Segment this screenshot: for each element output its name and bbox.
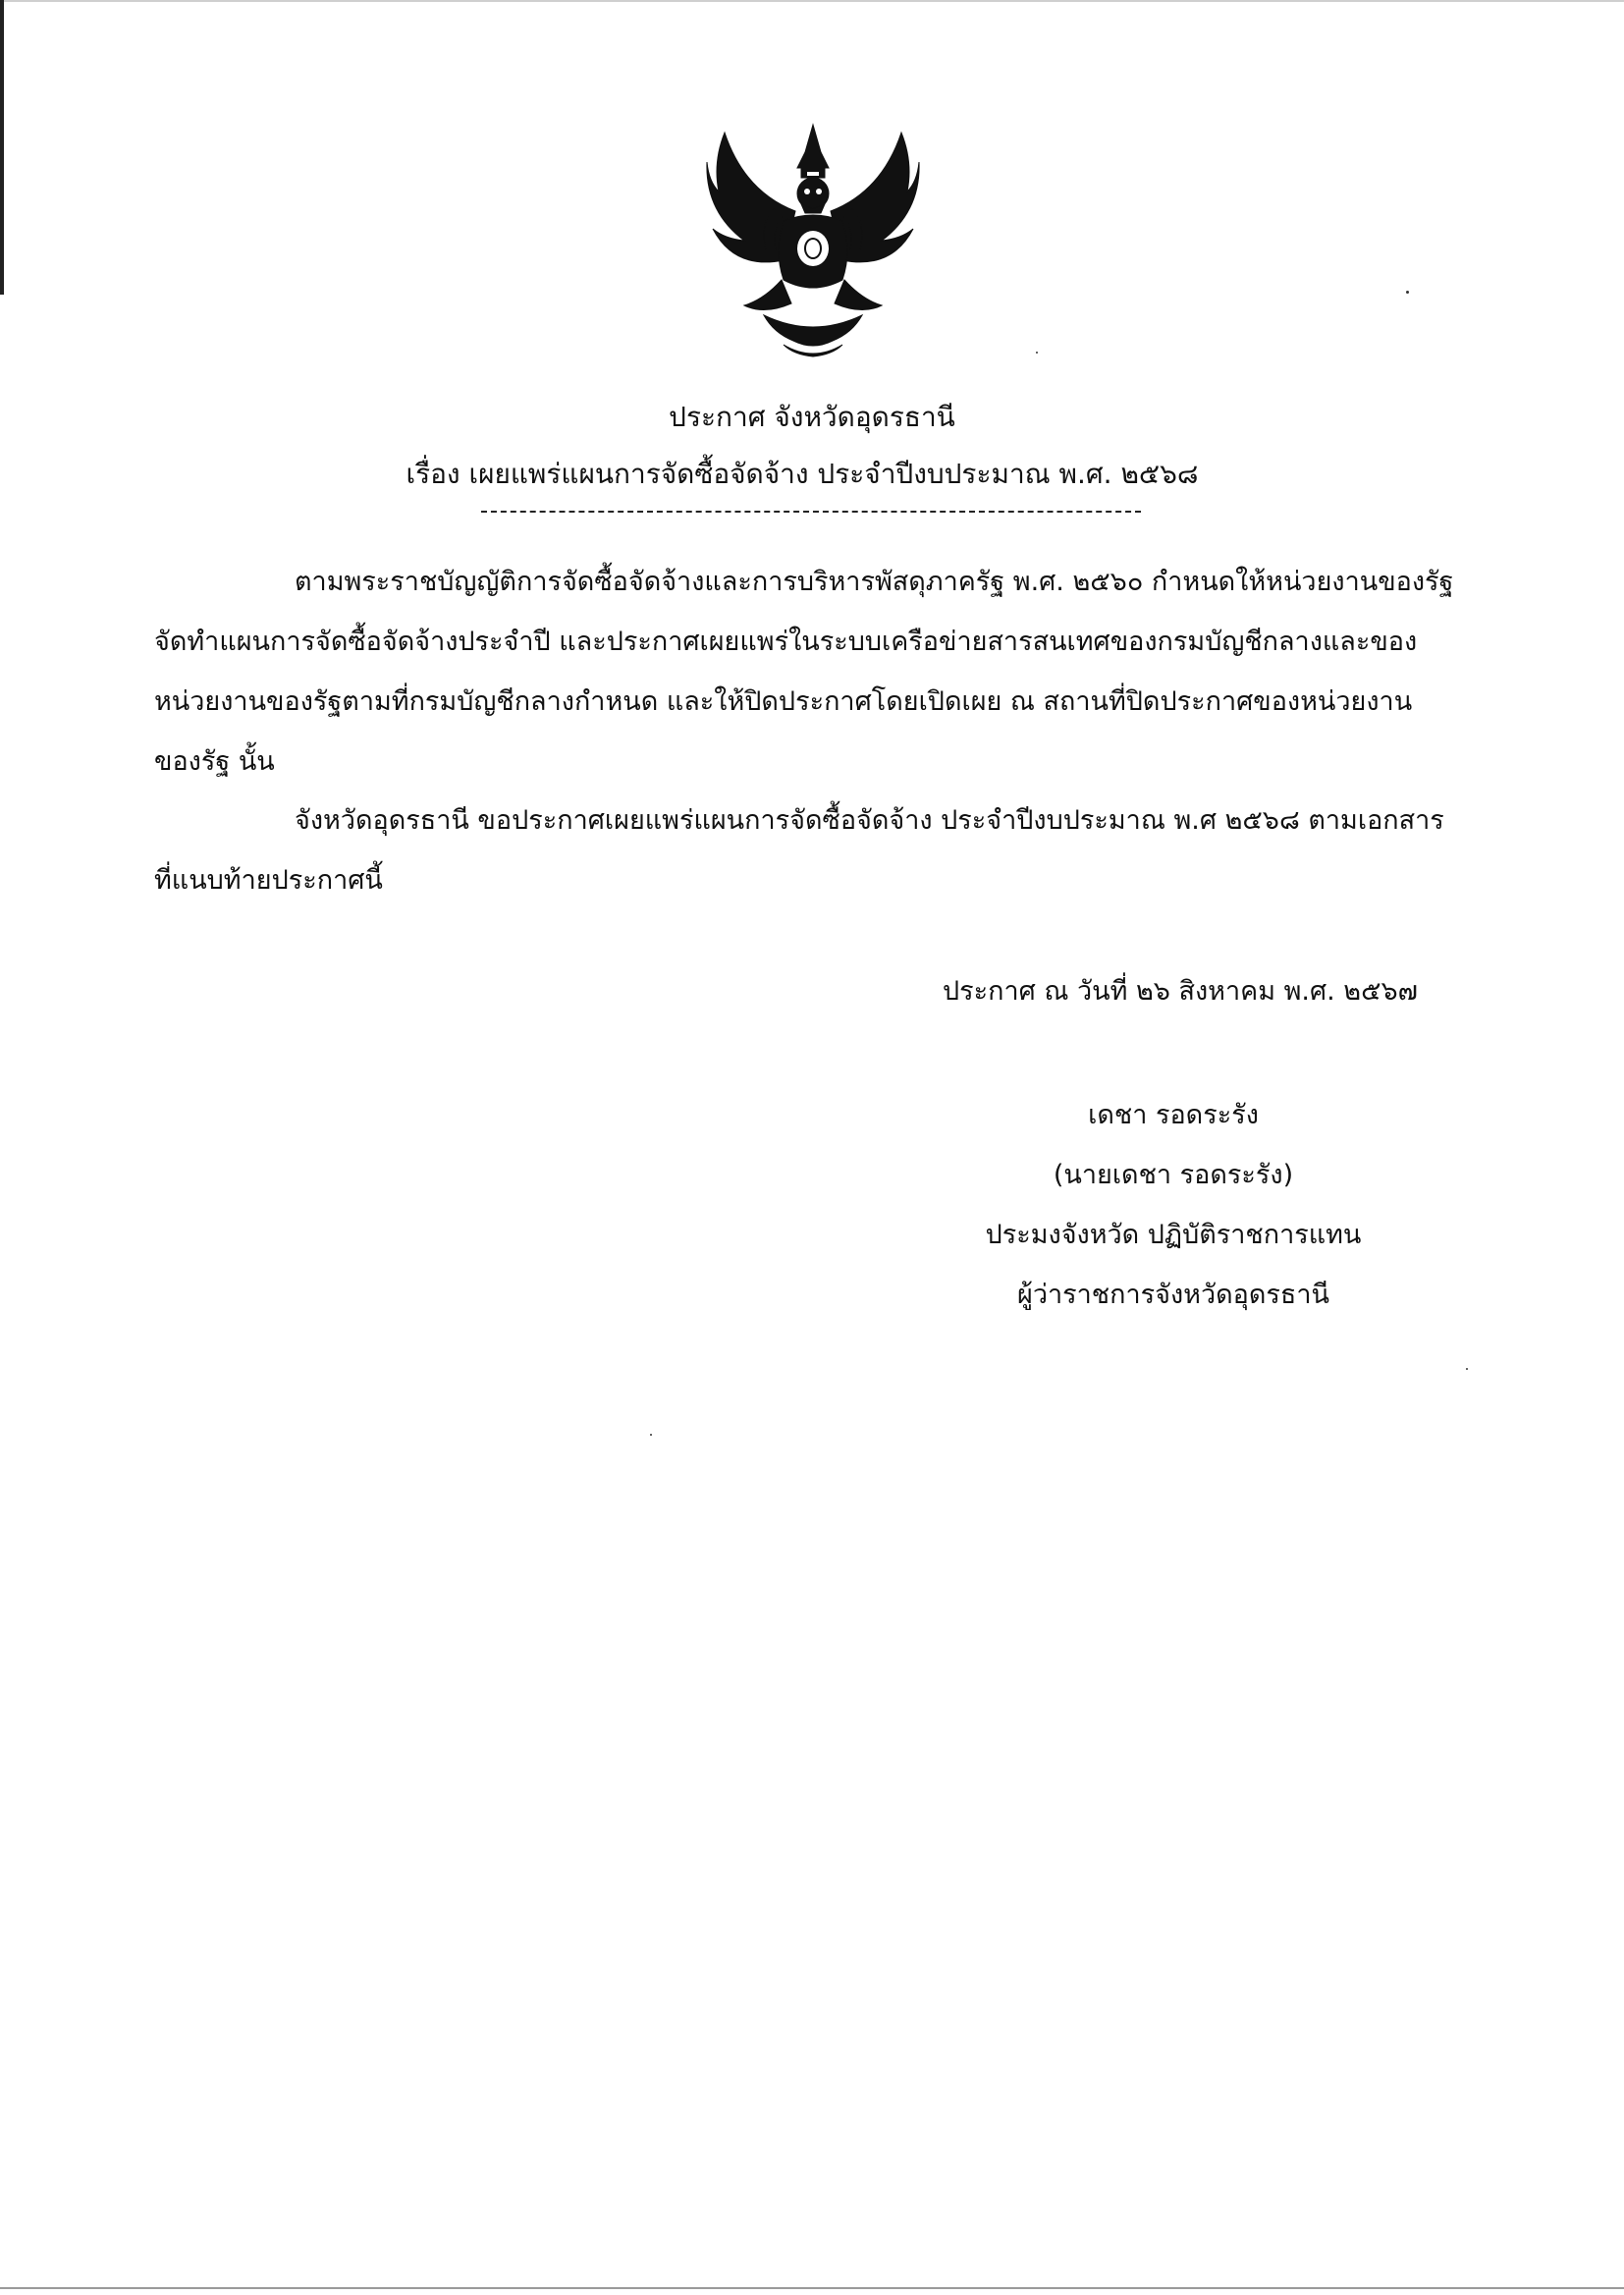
body-paragraph-1 xyxy=(154,552,1475,792)
paragraph-line: ของรัฐ นั้น xyxy=(154,746,275,777)
signature-block xyxy=(928,1085,1419,1325)
paragraph-line: หน่วยงานของรัฐตามที่กรมบัญชีกลางกำหนด และให้ปิดประกาศโดยเปิดเผย ณ สถานที่ปิดประกาศของหน่วยงาน xyxy=(154,686,1413,717)
scan-speck xyxy=(1406,291,1409,294)
body-paragraph-2 xyxy=(154,791,1475,910)
announcement-subject: เรื่อง เผยแพร่แผนการจัดซื้อจัดจ้าง ประจำปีงบประมาณ พ.ศ. ๒๕๖๘ xyxy=(406,458,1199,490)
scan-speck xyxy=(1466,1368,1468,1370)
signed-name: เดชา รอดระรัง xyxy=(1088,1100,1259,1130)
announcement-date: ประกาศ ณ วันที่ ๒๖ สิงหาคม พ.ศ. ๒๕๖๗ xyxy=(943,976,1418,1007)
paragraph-line: ที่แนบท้ายประกาศนี้ xyxy=(154,865,383,896)
scan-speck xyxy=(1036,352,1038,354)
paragraph-line: ตามพระราชบัญญัติการจัดซื้อจัดจ้างและการบริหารพัสดุภาครัฐ พ.ศ. ๒๕๖๐ กำหนดให้หน่วยงานของรัฐ xyxy=(295,567,1454,597)
scan-edge-top xyxy=(0,0,1624,2)
signer-full-name: (นายเดชา รอดระรัง) xyxy=(1053,1160,1294,1190)
garuda-emblem-icon xyxy=(705,123,921,358)
scan-edge-bottom xyxy=(0,2287,1624,2289)
dashed-divider xyxy=(481,511,1141,513)
paragraph-line: จัดทำแผนการจัดซื้อจัดจ้างประจำปี และประกาศเผยแพร่ในระบบเครือข่ายสารสนเทศของกรมบัญชีกลางและของ xyxy=(154,627,1418,657)
paragraph-line: จังหวัดอุดรธานี ขอประกาศเผยแพร่แผนการจัดซื้อจัดจ้าง ประจำปีงบประมาณ พ.ศ ๒๕๖๘ ตามเอกสาร xyxy=(295,805,1444,836)
announcement-title: ประกาศ จังหวัดอุดรธานี xyxy=(669,401,955,433)
signer-on-behalf-of: ผู้ว่าราชการจังหวัดอุดรธานี xyxy=(1017,1280,1329,1310)
scan-speck xyxy=(650,1434,652,1436)
signer-position: ประมงจังหวัด ปฏิบัติราชการแทน xyxy=(985,1220,1362,1250)
scan-edge-left xyxy=(0,0,4,295)
